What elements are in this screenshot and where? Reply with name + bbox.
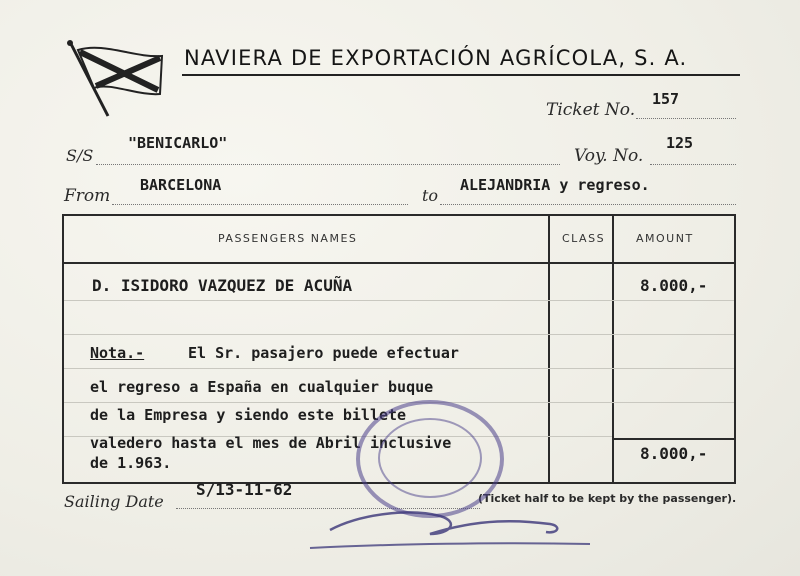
passenger-name: D. ISIDORO VAZQUEZ DE ACUÑA: [92, 276, 353, 295]
from-dotline: [112, 204, 408, 205]
company-name: NAVIERA DE EXPORTACIÓN AGRÍCOLA, S. A.: [184, 46, 688, 70]
passenger-amount: 8.000,-: [640, 276, 708, 295]
note-line-1: El Sr. pasajero puede efectuar: [188, 344, 459, 362]
total-divider: [612, 438, 736, 440]
ticket-label: Ticket No.: [546, 100, 636, 120]
flag-icon: [64, 38, 168, 120]
from-label: From: [64, 186, 111, 206]
ship-dotline: [96, 164, 560, 165]
ticket-dotline: [636, 118, 736, 119]
class-col-divider: [548, 214, 550, 484]
header-row-divider: [62, 262, 736, 264]
row-line: [64, 368, 734, 369]
sailing-label: Sailing Date: [64, 492, 164, 511]
company-seal-inner: [378, 418, 482, 498]
footer-note: (Ticket half to be kept by the passenger).: [478, 492, 737, 505]
header-rule: [182, 74, 740, 76]
to-port: ALEJANDRIA y regreso.: [460, 176, 650, 194]
col-header-class: CLASS: [562, 232, 606, 245]
note-line-5: de 1.963.: [90, 454, 172, 472]
col-header-names: PASSENGERS NAMES: [218, 232, 358, 245]
amount-col-divider: [612, 214, 614, 484]
row-line: [64, 402, 734, 403]
row-line: [64, 334, 734, 335]
voyage-label: Voy. No.: [574, 146, 644, 166]
note-line-4: valedero hasta el mes de Abril inclusive: [90, 434, 452, 452]
ship-name: "BENICARLO": [128, 134, 228, 152]
ship-label: S/S: [66, 146, 94, 165]
to-dotline: [440, 204, 736, 205]
ticket-number: 157: [652, 90, 680, 108]
row-line: [64, 300, 734, 301]
note-line-3: de la Empresa y siendo este billete: [90, 406, 407, 424]
total-amount: 8.000,-: [640, 444, 708, 463]
to-label: to: [422, 186, 439, 205]
sailing-date: S/13-11-62: [196, 480, 293, 499]
voyage-dotline: [650, 164, 736, 165]
signature: [300, 494, 600, 554]
note-line-2: el regreso a España en cualquier buque: [90, 378, 434, 396]
voyage-number: 125: [666, 134, 694, 152]
col-header-amount: AMOUNT: [636, 232, 694, 245]
from-port: BARCELONA: [140, 176, 222, 194]
note-label: Nota.-: [90, 344, 145, 362]
